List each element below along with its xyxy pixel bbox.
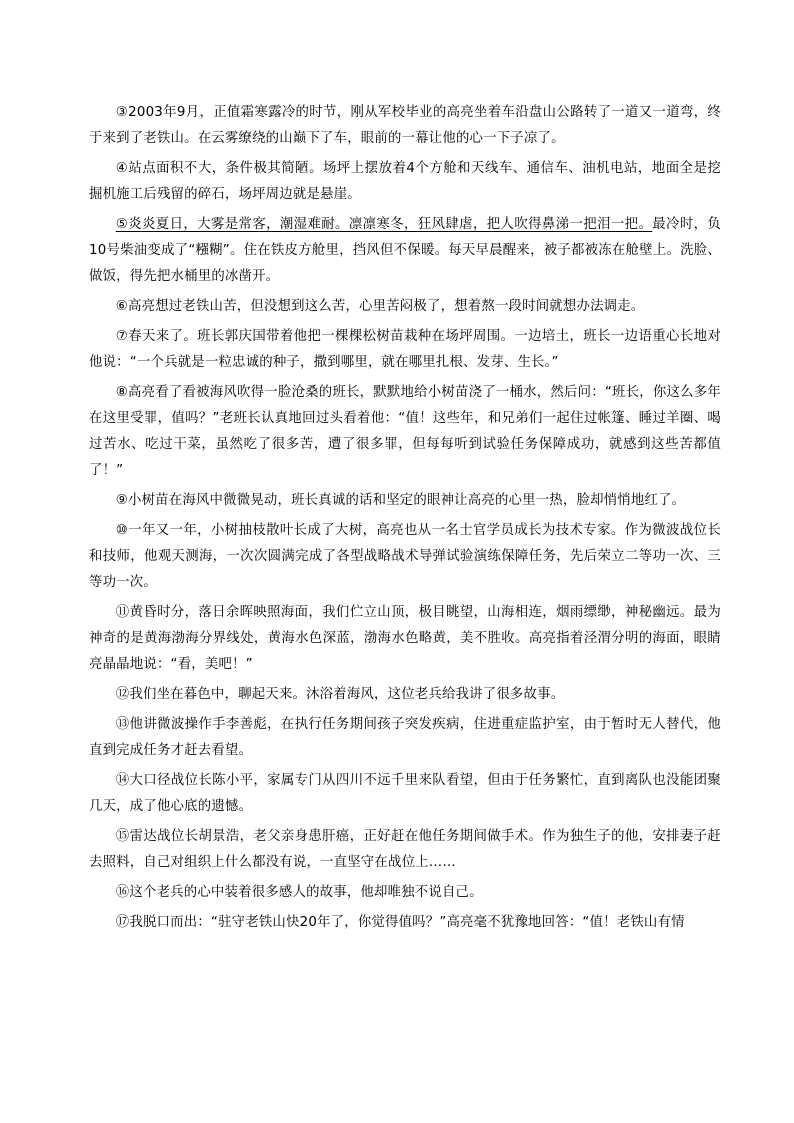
paragraph-15: ⑮雷达战位长胡景浩，老父亲身患肝癌，正好赶在他任务期间做手术。作为独生子的他，安排妻子赶去照料，自己对组织上什么都没有说，一直坚守在战位上…… [89,829,721,870]
paragraph-16: ⑯这个老兵的心中装着很多感人的故事，他却唯独不说自己。 [115,885,483,900]
article-body [89,100,721,936]
paragraph-17: ⑰我脱口而出：“驻守老铁山快20年了，你觉得值吗？”高亮毫不犹豫地回答：“值！老铁山有情 [115,915,685,930]
paragraph-11: ⑪黄昏时分，落日余晖映照海面，我们伫立山顶，极目眺望，山海相连，烟雨缥缈，神秘幽远。最为神奇的是黄海渤海分界线处，黄海水色深蓝，渤海水色略黄，美不胜收。高亮指着泾渭分明的海面，眼睛亮晶晶地说：“看，美吧！” [89,605,721,672]
paragraph-14: ⑭大口径战位长陈小平，家属专门从四川不远千里来队看望，但由于任务繁忙，直到离队也没能团聚几天，成了他心底的遗憾。 [89,773,721,814]
underlined-sentence: ⑤炎炎夏日，大雾是常客，潮湿难耐。凛凛寒冬，狂风肆虐，把人吹得鼻涕一把泪一把。 [115,217,653,232]
paragraph-3: ③2003年9月，正值霜寒露冷的时节，刚从军校毕业的高亮坐着车沿盘山公路转了一道又一道弯，终于来到了老铁山。在云雾缭绕的山巅下了车，眼前的一幕让他的心一下子凉了。 [89,105,721,146]
paragraph-13: ⑬他讲微波操作手李善彪，在执行任务期间孩子突发疾病，住进重症监护室，由于暂时无人替代，他直到完成任务才赶去看望。 [89,717,721,758]
paragraph-5-rest: 最冷时，负10号柴油变成了“糨糊”。住在铁皮方舱里，挡风但不保暖。每天早晨醒来，被子都被冻在舱壁上。洗脸、做饭，得先把水桶里的冰凿开。 [89,217,722,284]
paragraph-9: ⑨小树苗在海风中微微晃动，班长真诚的话和坚定的眼神让高亮的心里一热，脸却悄悄地红了。 [115,493,686,508]
paragraph-5 [89,212,721,290]
paragraph-10: ⑩一年又一年，小树抽枝散叶长成了大树，高亮也从一名士官学员成长为技术专家。作为微波战位长和技师，他观天测海，一次次圆满完成了各型战略战术导弹试验演练保障任务，先后荣立二等功一次、三等功一次。 [89,523,721,590]
paragraph-4: ④站点面积不大，条件极其简陋。场坪上摆放着4个方舱和天线车、通信车、油机电站，地面全是挖掘机施工后残留的碎石，场坪周边就是悬崖。 [89,161,721,202]
paragraph-6: ⑥高亮想过老铁山苦，但没想到这么苦，心里苦闷极了，想着熬一段时间就想办法调走。 [115,299,645,314]
paragraph-8: ⑧高亮看了看被海风吹得一脸沧桑的班长，默默地给小树苗浇了一桶水，然后问：“班长，你这么多年在这里受罪，值吗？”老班长认真地回过头看着他：“值！这些年，和兄弟们一起住过帐篷、睡过羊圈、喝过苦水、吃过干菜，虽然吃了很多苦，遭了很多罪，但每每听到试验任务保障成功，就感到这些苦都值了！” [89,385,721,478]
paragraph-7: ⑦春天来了。班长郭庆国带着他把一棵棵松树苗栽种在场坪周围。一边培土，班长一边语重心长地对他说：“一个兵就是一粒忠诚的种子，撒到哪里，就在哪里扎根、发芽、生长。” [89,329,721,370]
paragraph-12: ⑫我们坐在暮色中，聊起天来。沐浴着海风，这位老兵给我讲了很多故事。 [115,687,565,702]
